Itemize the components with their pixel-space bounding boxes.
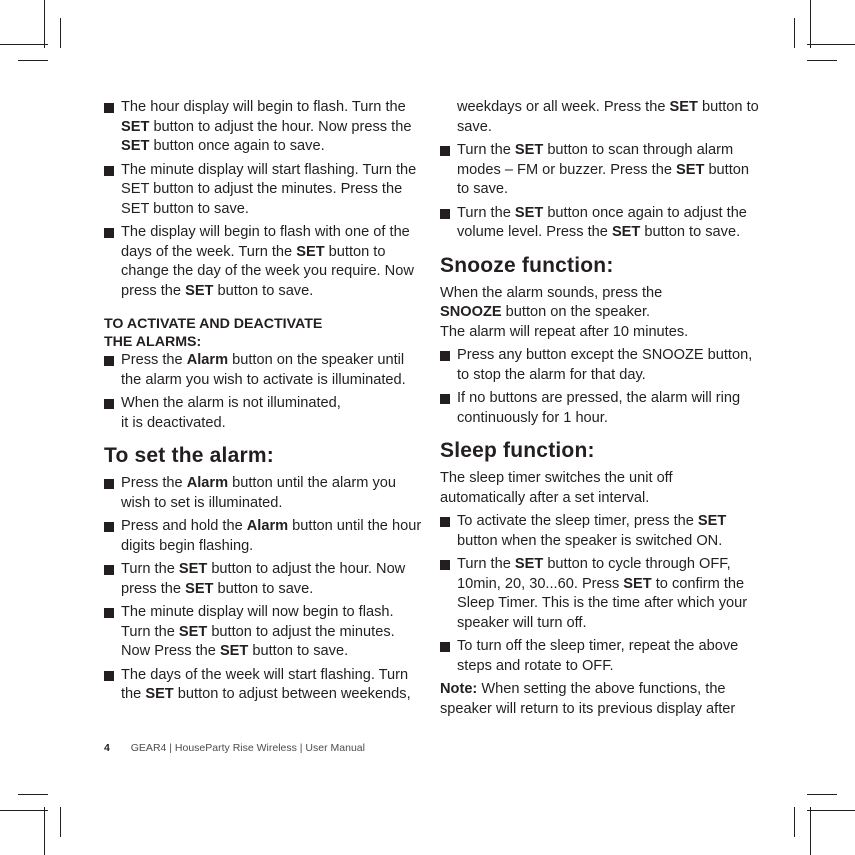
activate-heading-line: THE ALARMS: bbox=[104, 334, 202, 350]
list-item bbox=[440, 512, 760, 551]
bold-keyword: SET bbox=[185, 580, 214, 597]
sleep-heading: Sleep function: bbox=[440, 439, 595, 462]
crop-mark bbox=[60, 18, 61, 48]
crop-mark bbox=[60, 807, 61, 837]
text-run: The display will begin to flash with one of the days of the week. Turn the bbox=[121, 224, 410, 260]
bold-keyword: SET bbox=[145, 686, 174, 702]
text-run: button to adjust the hour. Now press the bbox=[121, 561, 406, 597]
bold-keyword: SET bbox=[121, 138, 150, 154]
list-item bbox=[104, 161, 422, 220]
text-run: button to save. bbox=[248, 643, 349, 659]
note-paragraph bbox=[440, 680, 740, 719]
bold-keyword: SET bbox=[178, 623, 208, 640]
text-run: button until the hour digits begin flashing. bbox=[121, 518, 422, 554]
bold-keyword: SET bbox=[623, 575, 652, 592]
text-run: weekdays or all week. Press the bbox=[457, 99, 670, 115]
bold-keyword: SET bbox=[296, 243, 325, 260]
left-column bbox=[104, 98, 422, 709]
bullet-list bbox=[440, 346, 760, 428]
text-run: The days of the week will start flashing. Turn the bbox=[121, 666, 409, 702]
text-run: button once again to save. bbox=[149, 138, 325, 154]
bullet-list bbox=[104, 98, 422, 301]
text-run: button to save. bbox=[457, 99, 759, 135]
text-run: button to save. bbox=[213, 282, 314, 299]
crop-mark bbox=[0, 810, 48, 811]
bold-keyword: SET bbox=[219, 643, 249, 659]
text-run: button to cycle through OFF, 10min, 20, 30...60. Press bbox=[457, 556, 731, 592]
bullet-list bbox=[104, 351, 422, 433]
bullet-list bbox=[440, 141, 760, 243]
list-item bbox=[104, 517, 422, 556]
text-run: to confirm the Sleep Timer. This is the time after which your speaker will turn off. bbox=[457, 575, 748, 631]
bold-keyword: SET bbox=[178, 561, 208, 577]
text-run: button to scan through alarm modes – FM or buzzer. Press the bbox=[457, 142, 734, 178]
text-run: button until the alarm you wish to set is illuminated. bbox=[121, 475, 397, 511]
text-run: button to save. bbox=[213, 580, 314, 597]
note-label: Note: bbox=[440, 681, 478, 697]
text-run: button on the speaker until the alarm you wish to activate is illuminated. bbox=[121, 352, 406, 388]
bold-keyword: SET bbox=[676, 161, 705, 178]
snooze-intro bbox=[440, 284, 760, 343]
text-run: Press and hold the bbox=[121, 518, 247, 534]
list-item-continuation: it is deactivated. bbox=[121, 414, 226, 431]
page-number: 4 bbox=[104, 742, 110, 754]
text-run: button when the speaker is switched ON. bbox=[457, 532, 723, 549]
text-run: Press the bbox=[121, 352, 187, 368]
list-item bbox=[104, 98, 422, 157]
right-column bbox=[440, 98, 760, 723]
bold-keyword: SET bbox=[514, 556, 544, 572]
text-run: button to adjust between weekends, bbox=[173, 686, 411, 702]
bold-keyword: SET bbox=[611, 224, 641, 240]
bullet-list bbox=[440, 512, 760, 676]
set-alarm-heading: To set the alarm: bbox=[104, 444, 274, 467]
crop-mark bbox=[807, 44, 855, 45]
crop-mark bbox=[18, 794, 48, 795]
bold-keyword: SET bbox=[121, 118, 150, 135]
bold-keyword: Alarm bbox=[246, 518, 289, 534]
list-item bbox=[104, 394, 422, 433]
bold-keyword: Alarm bbox=[186, 475, 229, 491]
list-item bbox=[104, 560, 422, 599]
list-item bbox=[104, 351, 422, 390]
text-run: To turn off the sleep timer, repeat the above steps and rotate to OFF. bbox=[457, 638, 739, 674]
activate-heading-line: TO ACTIVATE AND DEACTIVATE bbox=[104, 316, 323, 332]
crop-mark bbox=[18, 60, 48, 61]
text-run: button once again to adjust the volume level. Press the bbox=[457, 204, 747, 240]
crop-mark bbox=[794, 807, 795, 837]
text-run: Turn the bbox=[121, 561, 179, 577]
snooze-intro-rest: button on the speaker. bbox=[501, 304, 651, 320]
text-run: Press the bbox=[121, 475, 187, 491]
text-run: Turn the bbox=[457, 204, 515, 221]
snooze-heading: Snooze function: bbox=[440, 253, 614, 277]
continuation-text bbox=[440, 98, 760, 137]
bold-keyword: SET bbox=[185, 282, 214, 299]
bullet-list bbox=[104, 474, 422, 705]
activate-heading bbox=[104, 315, 422, 351]
snooze-intro-line: The alarm will repeat after 10 minutes. bbox=[440, 323, 689, 340]
crop-mark bbox=[0, 44, 48, 45]
list-item bbox=[104, 603, 422, 662]
text-run: button to change the day of the week you require. Now press the bbox=[121, 243, 414, 299]
text-run: Turn the bbox=[457, 142, 515, 158]
crop-mark bbox=[794, 18, 795, 48]
crop-mark bbox=[44, 807, 45, 855]
list-item bbox=[440, 141, 760, 200]
text-run: button to adjust the minutes. Now Press the bbox=[121, 623, 395, 659]
snooze-keyword: SNOOZE bbox=[440, 304, 502, 320]
bold-keyword: SET bbox=[514, 142, 544, 158]
snooze-intro-line: When the alarm sounds, press the bbox=[440, 284, 663, 301]
list-item bbox=[440, 555, 760, 633]
bold-keyword: SET bbox=[514, 204, 544, 221]
list-item bbox=[440, 389, 760, 428]
text-run: To activate the sleep timer, press the bbox=[457, 513, 698, 529]
list-item bbox=[440, 637, 760, 676]
crop-mark bbox=[44, 0, 45, 48]
crop-mark bbox=[810, 807, 811, 855]
crop-mark bbox=[810, 0, 811, 48]
footer-text: GEAR4 | HouseParty Rise Wireless | User Manual bbox=[130, 742, 365, 754]
snooze-intro-line bbox=[440, 303, 760, 323]
text-run: button to adjust the hour. Now press the bbox=[149, 118, 412, 135]
list-item bbox=[440, 204, 760, 243]
list-item bbox=[440, 346, 760, 385]
page-footer bbox=[104, 742, 365, 754]
text-run: Turn the bbox=[457, 556, 515, 572]
bold-keyword: SET bbox=[697, 513, 727, 529]
crop-mark bbox=[807, 810, 855, 811]
text-run: button to save. bbox=[640, 224, 741, 240]
bold-keyword: SET bbox=[669, 99, 698, 115]
bold-keyword: Alarm bbox=[186, 352, 229, 368]
list-item bbox=[104, 474, 422, 513]
text-run: Press any button except the SNOOZE button, to stop the alarm for that day. bbox=[457, 347, 753, 383]
text-run: When the alarm is not illuminated, bbox=[121, 395, 341, 411]
list-item bbox=[104, 223, 422, 301]
note-text: When setting the above functions, the speaker will return to its previous display after bbox=[440, 681, 736, 717]
crop-mark bbox=[807, 60, 837, 61]
text-run: button to save. bbox=[457, 161, 750, 197]
text-run: The minute display will start flashing. Turn the SET button to adjust the minutes. Press the SET button to save. bbox=[121, 161, 417, 217]
sleep-intro: The sleep timer switches the unit off automatically after a set interval. bbox=[440, 470, 673, 506]
text-run: The hour display will begin to flash. Turn the bbox=[121, 99, 406, 115]
list-item bbox=[104, 666, 422, 705]
text-run: The minute display will now begin to flash. Turn the bbox=[121, 604, 394, 640]
text-run: If no buttons are pressed, the alarm will ring continuously for 1 hour. bbox=[457, 390, 741, 426]
crop-mark bbox=[807, 794, 837, 795]
